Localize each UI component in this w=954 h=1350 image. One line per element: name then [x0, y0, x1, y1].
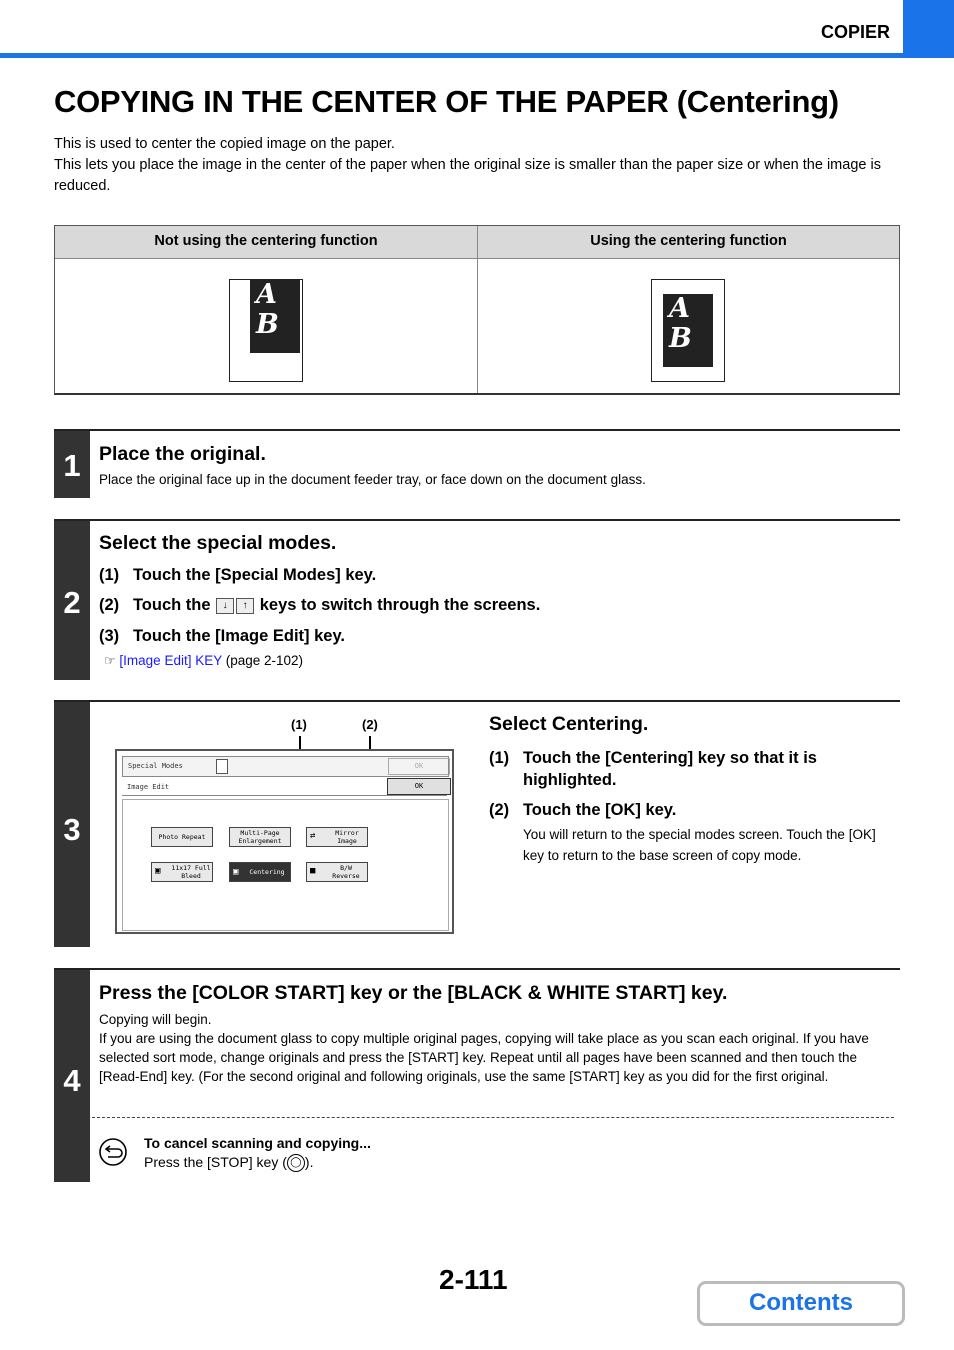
sample-letter-a: A	[256, 279, 277, 310]
comparison-right-header: Using the centering function	[478, 226, 899, 259]
step-number-2: 2	[54, 521, 90, 680]
touch-panel-screen	[115, 749, 454, 934]
step-2-sub-1: (1) Touch the [Special Modes] key.	[99, 566, 377, 584]
comparison-left-header: Not using the centering function	[55, 226, 477, 259]
ok-button-disabled: OK	[388, 758, 450, 775]
reference-page: (page 2-102)	[225, 653, 304, 668]
page-number: 2-111	[439, 1264, 508, 1295]
cancel-title: To cancel scanning and copying...	[144, 1135, 371, 1151]
step-4-title: Press the [COLOR START] key or the [BLACK & WHITE START] key.	[99, 982, 728, 1004]
cancel-text: Press the [STOP] key ( ◯ ).	[144, 1154, 313, 1172]
step-4-body-line-1: Copying will begin.	[99, 1012, 212, 1027]
step-3-sub-1: (1) Touch the [Centering] key so that it is highlighted.	[489, 749, 817, 789]
step-4-body	[99, 1010, 894, 1086]
stop-key-icon: ◯	[287, 1154, 305, 1172]
mirror-image-button[interactable]: ⇄ Mirror Image	[306, 827, 368, 847]
sample-letter-b: B	[669, 323, 692, 354]
screen-subtitle-bar	[122, 778, 447, 796]
step-1-title: Place the original.	[99, 443, 266, 465]
document-icon	[216, 759, 228, 774]
section-label: COPIER	[820, 22, 890, 42]
sample-letter-b: B	[256, 309, 279, 340]
image-edit-key-link[interactable]: [Image Edit] KEY	[119, 653, 222, 668]
photo-repeat-button[interactable]: Photo Repeat	[151, 827, 213, 847]
step-2-sub-3: (3) Touch the [Image Edit] key.	[99, 627, 346, 645]
arrow-down-key-icon: ↓	[216, 598, 234, 614]
full-bleed-button[interactable]: ▣ 11x17 Full Bleed	[151, 862, 213, 882]
centering-icon: ▣	[233, 867, 239, 877]
step-3-note: You will return to the special modes screen. Touch the [OK] key to return to the base screen of copy mode.	[523, 827, 876, 863]
cancel-return-icon	[98, 1137, 128, 1167]
step-4-body-line-2: If you are using the document glass to copy multiple original pages, copying will take place as you scan each original. If you have selected sort mode, change originals and press the [START] key. Repeat until all pages have been scanned and then touch the [Read-End] key. (For the second original and following originals, use the same [START] key as you did for the first original.	[99, 1031, 869, 1084]
step-number-3: 3	[54, 702, 90, 947]
step-number-1: 1	[54, 431, 90, 498]
bw-reverse-icon: ■	[310, 866, 316, 876]
ok-button[interactable]: OK	[387, 778, 451, 795]
screen-title-bar	[122, 756, 449, 777]
step-2-title: Select the special modes.	[99, 532, 337, 554]
step-1-body: Place the original face up in the document feeder tray, or face down on the document glass.	[99, 472, 646, 487]
screen-subtitle: Image Edit	[127, 783, 170, 791]
step-number-4: 4	[54, 970, 90, 1182]
callout-2: (2)	[362, 717, 378, 732]
step-3-title: Select Centering.	[489, 713, 649, 735]
callout-1: (1)	[291, 717, 307, 732]
step-3-sub-2: (2) Touch the [OK] key.	[489, 801, 677, 819]
intro-line-1: This is used to center the copied image on the paper.	[54, 136, 395, 152]
bw-reverse-button[interactable]: ■ B/W Reverse	[306, 862, 368, 882]
centering-button[interactable]: ▣ Centering	[229, 862, 291, 882]
mirror-icon: ⇄	[310, 831, 316, 841]
full-bleed-icon: ▣	[155, 866, 161, 876]
page-title: COPYING IN THE CENTER OF THE PAPER (Centering)	[54, 84, 839, 119]
screen-title: Special Modes	[128, 762, 183, 770]
step-2-sub-2: (2) Touch the ↓ ↑ keys to switch through the screens.	[99, 596, 541, 614]
contents-button[interactable]: Contents	[697, 1281, 905, 1326]
dashed-divider	[92, 1117, 894, 1118]
multi-page-enlargement-button[interactable]: Multi-Page Enlargement	[229, 827, 291, 847]
sample-letter-a: A	[669, 293, 690, 324]
arrow-up-key-icon: ↑	[236, 598, 254, 614]
intro-line-2: This lets you place the image in the center of the paper when the original size is smaller than the paper size or when the image is reduced.	[54, 157, 881, 194]
pointing-hand-icon: ☞	[104, 653, 116, 668]
